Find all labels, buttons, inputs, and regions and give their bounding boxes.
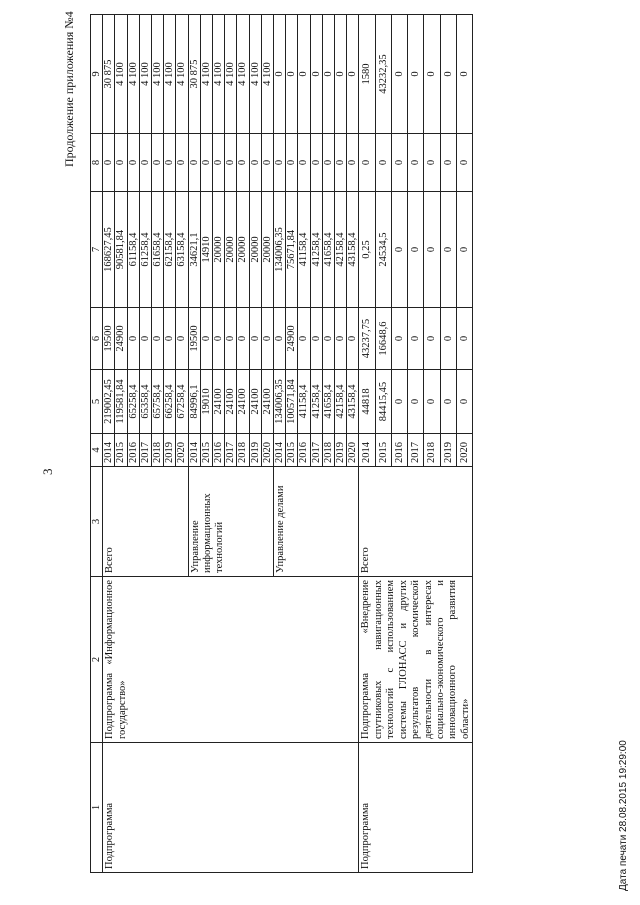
column-header: 8 — [91, 134, 103, 192]
value-cell: 0 — [200, 134, 212, 192]
value-cell: 0 — [335, 308, 347, 370]
value-cell: 0 — [335, 15, 347, 134]
year-cell: 2015 — [115, 434, 127, 467]
value-cell: 0 — [310, 15, 322, 134]
value-cell: 0 — [127, 308, 139, 370]
value-cell: 219002,45 — [103, 370, 115, 434]
year-cell: 2016 — [213, 434, 225, 467]
year-cell: 2020 — [261, 434, 273, 467]
value-cell: 0 — [391, 192, 407, 308]
value-cell: 0 — [408, 134, 424, 192]
column-header: 2 — [91, 577, 103, 743]
column-header: 1 — [91, 743, 103, 873]
value-cell: 24100 — [261, 370, 273, 434]
value-cell: 0 — [322, 15, 334, 134]
value-cell: 0 — [286, 134, 298, 192]
executor-cell: Управление делами — [274, 467, 359, 577]
year-cell: 2019 — [335, 434, 347, 467]
year-cell: 2017 — [139, 434, 151, 467]
value-cell: 0 — [127, 134, 139, 192]
value-cell: 0 — [408, 308, 424, 370]
column-header: 4 — [91, 434, 103, 467]
value-cell: 0 — [456, 192, 472, 308]
value-cell: 84415,45 — [375, 370, 391, 434]
value-cell: 0 — [164, 308, 176, 370]
value-cell: 0 — [274, 15, 286, 134]
value-cell: 4 100 — [200, 15, 212, 134]
value-cell: 61658,4 — [152, 192, 164, 308]
value-cell: 0 — [139, 308, 151, 370]
value-cell: 0 — [440, 370, 456, 434]
value-cell: 0 — [456, 308, 472, 370]
header-row — [91, 15, 103, 873]
program-name: Подпрограмма «Информационное государство» — [103, 577, 359, 743]
value-cell: 4 100 — [176, 15, 188, 134]
value-cell: 41158,4 — [298, 192, 310, 308]
value-cell: 0 — [249, 308, 261, 370]
program-type: Подпрограмма — [359, 743, 473, 873]
year-cell: 2020 — [176, 434, 188, 467]
program-type: Подпрограмма — [103, 743, 359, 873]
value-cell: 0 — [440, 134, 456, 192]
value-cell: 24100 — [237, 370, 249, 434]
executor-cell: Всего — [103, 467, 188, 577]
value-cell: 41158,4 — [298, 370, 310, 434]
appendix-title: Продолжение приложения №4 — [62, 11, 76, 167]
value-cell: 0 — [424, 134, 440, 192]
value-cell: 20000 — [237, 192, 249, 308]
value-cell: 0 — [298, 134, 310, 192]
year-cell: 2014 — [103, 434, 115, 467]
table-row — [103, 15, 115, 873]
table-row — [359, 15, 375, 873]
executor-cell: Всего — [359, 467, 473, 577]
value-cell: 0 — [347, 134, 359, 192]
value-cell: 42158,4 — [335, 192, 347, 308]
value-cell: 0 — [249, 134, 261, 192]
value-cell: 0 — [286, 15, 298, 134]
value-cell: 24100 — [213, 370, 225, 434]
value-cell: 34621,1 — [188, 192, 200, 308]
value-cell: 0 — [274, 134, 286, 192]
value-cell: 134006,35 — [274, 370, 286, 434]
year-cell: 2018 — [424, 434, 440, 467]
year-cell: 2019 — [440, 434, 456, 467]
value-cell: 0 — [261, 308, 273, 370]
value-cell: 4 100 — [115, 15, 127, 134]
value-cell: 0 — [237, 134, 249, 192]
year-cell: 2019 — [249, 434, 261, 467]
year-cell: 2015 — [286, 434, 298, 467]
value-cell: 0 — [456, 134, 472, 192]
value-cell: 14910 — [200, 192, 212, 308]
value-cell: 24900 — [115, 308, 127, 370]
year-cell: 2015 — [200, 434, 212, 467]
value-cell: 0 — [322, 308, 334, 370]
value-cell: 0 — [456, 15, 472, 134]
value-cell: 0 — [424, 308, 440, 370]
year-cell: 2014 — [188, 434, 200, 467]
column-header: 6 — [91, 308, 103, 370]
value-cell: 24534,5 — [375, 192, 391, 308]
value-cell: 65758,4 — [152, 370, 164, 434]
value-cell: 0 — [103, 134, 115, 192]
value-cell: 119581,84 — [115, 370, 127, 434]
value-cell: 4 100 — [237, 15, 249, 134]
value-cell: 0 — [424, 370, 440, 434]
value-cell: 0 — [408, 192, 424, 308]
value-cell: 19500 — [188, 308, 200, 370]
value-cell: 4 100 — [213, 15, 225, 134]
value-cell: 41658,4 — [322, 370, 334, 434]
value-cell: 0 — [310, 134, 322, 192]
year-cell: 2015 — [375, 434, 391, 467]
value-cell: 0 — [456, 370, 472, 434]
value-cell: 0 — [310, 308, 322, 370]
value-cell: 90581,84 — [115, 192, 127, 308]
value-cell: 0 — [424, 15, 440, 134]
value-cell: 0 — [298, 15, 310, 134]
value-cell: 0 — [440, 192, 456, 308]
value-cell: 0 — [152, 134, 164, 192]
year-cell: 2020 — [347, 434, 359, 467]
year-cell: 2016 — [298, 434, 310, 467]
year-cell: 2017 — [225, 434, 237, 467]
page-number: 3 — [40, 468, 55, 475]
year-cell: 2018 — [322, 434, 334, 467]
value-cell: 0 — [391, 134, 407, 192]
value-cell: 0 — [115, 134, 127, 192]
value-cell: 0 — [375, 134, 391, 192]
value-cell: 0,25 — [359, 192, 375, 308]
value-cell: 20000 — [225, 192, 237, 308]
value-cell: 41258,4 — [310, 192, 322, 308]
value-cell: 0 — [176, 134, 188, 192]
value-cell: 62158,4 — [164, 192, 176, 308]
value-cell: 0 — [440, 15, 456, 134]
value-cell: 16648,6 — [375, 308, 391, 370]
value-cell: 0 — [347, 308, 359, 370]
value-cell: 0 — [391, 15, 407, 134]
value-cell: 20000 — [249, 192, 261, 308]
value-cell: 0 — [440, 308, 456, 370]
value-cell: 30 875 — [188, 15, 200, 134]
value-cell: 0 — [200, 308, 212, 370]
value-cell: 24900 — [286, 308, 298, 370]
value-cell: 65358,4 — [139, 370, 151, 434]
value-cell: 0 — [164, 134, 176, 192]
value-cell: 42158,4 — [335, 370, 347, 434]
value-cell: 168627,45 — [103, 192, 115, 308]
value-cell: 0 — [152, 308, 164, 370]
value-cell: 30 875 — [103, 15, 115, 134]
value-cell: 19010 — [200, 370, 212, 434]
value-cell: 4 100 — [225, 15, 237, 134]
value-cell: 0 — [188, 134, 200, 192]
column-header: 3 — [91, 467, 103, 577]
value-cell: 43158,4 — [347, 192, 359, 308]
program-name: Подпрограмма «Внедрение спутниковых навигационных технологий с использованием системы ГЛОНАСС и других результатов космической деятельности в интересах социально-экономического и инновационного развития области» — [359, 577, 473, 743]
value-cell: 0 — [335, 134, 347, 192]
value-cell: 63158,4 — [176, 192, 188, 308]
value-cell: 4 100 — [139, 15, 151, 134]
value-cell: 43237,75 — [359, 308, 375, 370]
value-cell: 0 — [213, 134, 225, 192]
value-cell: 4 100 — [261, 15, 273, 134]
value-cell: 65258,4 — [127, 370, 139, 434]
value-cell: 0 — [237, 308, 249, 370]
value-cell: 75671,84 — [286, 192, 298, 308]
value-cell: 66258,4 — [164, 370, 176, 434]
value-cell: 0 — [408, 15, 424, 134]
value-cell: 100571,84 — [286, 370, 298, 434]
financing-table — [90, 14, 473, 873]
value-cell: 84996,1 — [188, 370, 200, 434]
value-cell: 134006,35 — [274, 192, 286, 308]
year-cell: 2019 — [164, 434, 176, 467]
value-cell: 0 — [408, 370, 424, 434]
value-cell: 43158,4 — [347, 370, 359, 434]
value-cell: 4 100 — [249, 15, 261, 134]
value-cell: 0 — [139, 134, 151, 192]
year-cell: 2017 — [408, 434, 424, 467]
value-cell: 61158,4 — [127, 192, 139, 308]
value-cell: 24100 — [249, 370, 261, 434]
year-cell: 2016 — [391, 434, 407, 467]
value-cell: 44818 — [359, 370, 375, 434]
value-cell: 0 — [391, 308, 407, 370]
value-cell: 0 — [225, 308, 237, 370]
value-cell: 0 — [261, 134, 273, 192]
value-cell: 1580 — [359, 15, 375, 134]
print-date: Дата печати 28.08.2015 19:29:00 — [618, 740, 629, 891]
year-cell: 2018 — [152, 434, 164, 467]
year-cell: 2020 — [456, 434, 472, 467]
value-cell: 19500 — [103, 308, 115, 370]
value-cell: 4 100 — [127, 15, 139, 134]
value-cell: 20000 — [261, 192, 273, 308]
value-cell: 4 100 — [152, 15, 164, 134]
year-cell: 2018 — [237, 434, 249, 467]
year-cell: 2016 — [127, 434, 139, 467]
value-cell: 0 — [391, 370, 407, 434]
year-cell: 2014 — [359, 434, 375, 467]
value-cell: 0 — [359, 134, 375, 192]
value-cell: 0 — [424, 192, 440, 308]
value-cell: 0 — [274, 308, 286, 370]
value-cell: 0 — [225, 134, 237, 192]
value-cell: 24100 — [225, 370, 237, 434]
value-cell: 67258,4 — [176, 370, 188, 434]
value-cell: 0 — [176, 308, 188, 370]
column-header: 5 — [91, 370, 103, 434]
executor-cell: Управление информационных технологий — [188, 467, 273, 577]
value-cell: 0 — [322, 134, 334, 192]
value-cell: 0 — [213, 308, 225, 370]
value-cell: 0 — [347, 15, 359, 134]
column-header: 9 — [91, 15, 103, 134]
value-cell: 61258,4 — [139, 192, 151, 308]
column-header: 7 — [91, 192, 103, 308]
value-cell: 41658,4 — [322, 192, 334, 308]
value-cell: 0 — [298, 308, 310, 370]
year-cell: 2014 — [274, 434, 286, 467]
value-cell: 41258,4 — [310, 370, 322, 434]
value-cell: 4 100 — [164, 15, 176, 134]
year-cell: 2017 — [310, 434, 322, 467]
value-cell: 43232,35 — [375, 15, 391, 134]
value-cell: 20000 — [213, 192, 225, 308]
